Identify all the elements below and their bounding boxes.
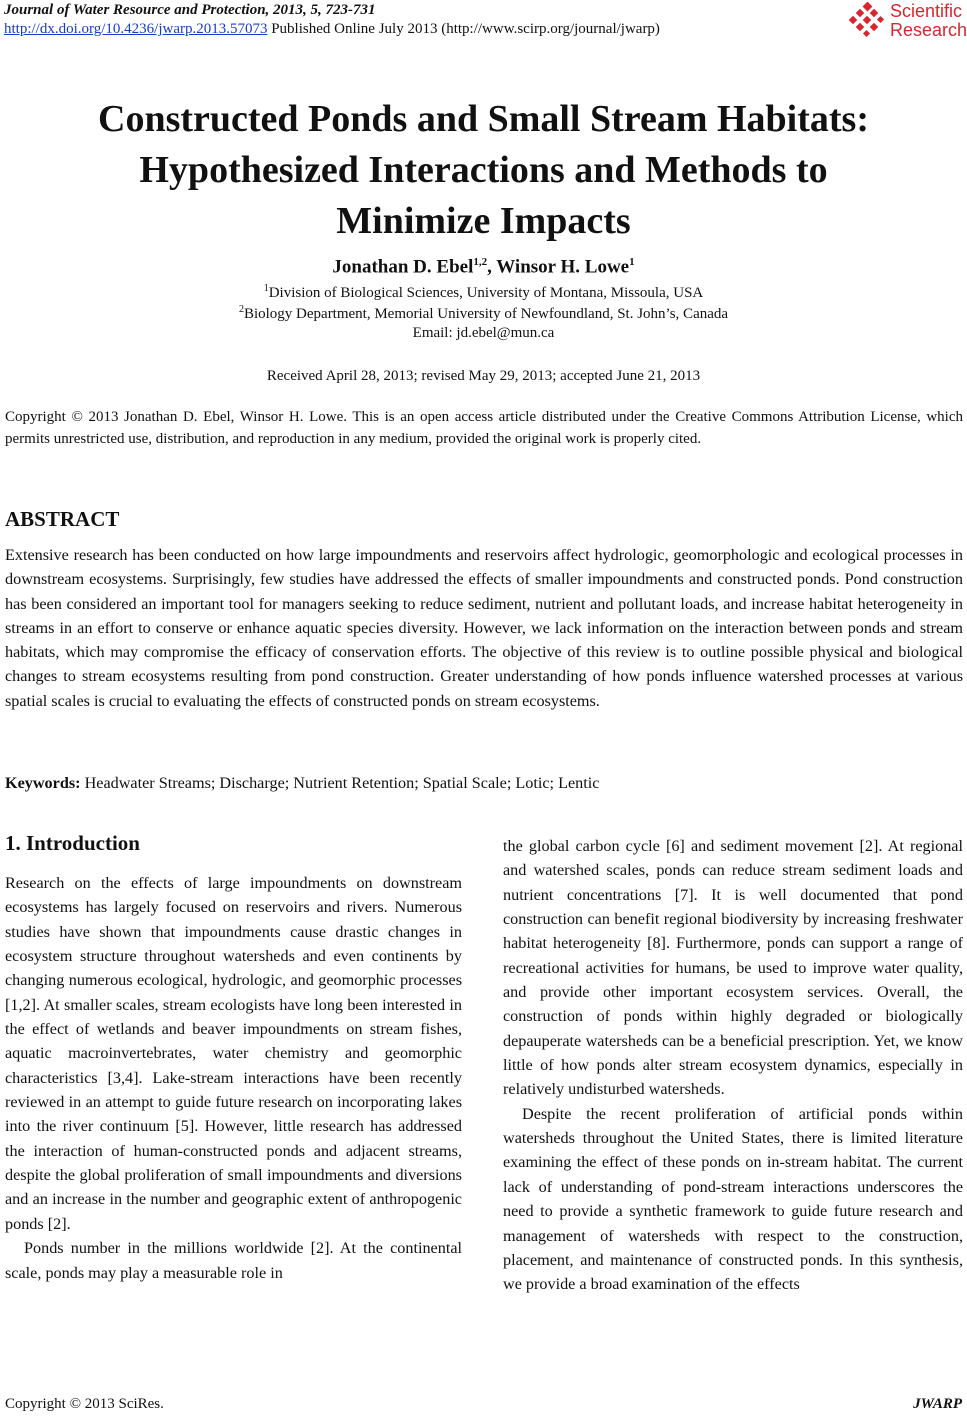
received-dates: Received April 28, 2013; revised May 29, 2013; accepted June 21, 2013 xyxy=(266,368,701,384)
doi-line xyxy=(4,21,660,38)
author-name: Winsor H. Lowe xyxy=(496,256,630,278)
affiliation xyxy=(0,304,967,323)
paragraph: Research on the effects of large impoundments on downstream ecosystems has largely focused on reservoirs and rivers. Numerous studies have shown that impoundments cause drastic changes in ecosystem structure throughout watersheds and even continents by changing numerous ecological, hydrologic, and geomorphic processes [1,2]. At smaller scales, stream ecologists have long been interested in the effect of wetlands and beaver impoundments on stream fishes, aquatic macroinvertebrates, water chemistry and geomorphic characteristics [3,4]. Lake-stream interactions have been recently reviewed in an attempt to guide future research on incorporating lakes into the river continuum [5]. However, little research has addressed the interaction of human-constructed ponds and adjacent streams, despite the global proliferation of small impoundments and diversions and an increase in the number and geographic extent of anthropogenic ponds [2]. xyxy=(5,874,462,1233)
author-email: Email: jd.ebel@mun.ca xyxy=(412,325,555,341)
author-name: Jonathan D. Ebel xyxy=(332,256,474,278)
footer-journal: JWARP xyxy=(913,1396,962,1412)
paragraph: Ponds number in the millions worldwide [2]. At the continental scale, ponds may play a measurable role in xyxy=(5,1239,462,1282)
section-heading: 1. Introduction xyxy=(5,831,140,855)
keywords-label: Keywords: xyxy=(5,774,81,792)
title-line: Minimize Impacts xyxy=(336,200,631,242)
affiliation-text: Biology Department, Memorial University of Newfoundland, St. John’s, Canada xyxy=(243,306,729,322)
keywords-list: Headwater Streams; Discharge; Nutrient Retention; Spatial Scale; Lotic; Lentic xyxy=(80,774,600,792)
abstract-text: Extensive research has been conducted on how large impoundments and reservoirs affect hydrologic, geomorphologic and ecological processes in downstream ecosystems. Surprisingly, few studies have addressed the effects of smaller impoundments and constructed ponds. Pond construction has been considered an important tool for managers seeking to reduce sediment, nutrient and pollutant loads, and increase habitat heterogeneity in streams in an effort to conserve or enhance aquatic species diversity. However, we lack information on the interaction between ponds and stream habitats, which may compromise the efficacy of conservation efforts. The objective of this review is to outline possible physical and biological changes to stream ecosystems resulting from pond construction. Greater understanding of how ponds influence watershed processes at various spatial scales is crucial to evaluating the effects of constructed ponds on stream ecosystems. xyxy=(5,546,963,710)
author-separator: , xyxy=(487,256,497,278)
keywords xyxy=(5,774,963,793)
journal-info: Journal of Water Resource and Protection, 2013, 5, 723-731 xyxy=(4,2,376,18)
published-text: Published Online July 2013 (http://www.scirp.org/journal/jwarp) xyxy=(267,21,660,37)
logo-mark-icon xyxy=(847,2,887,42)
author-list xyxy=(0,256,967,278)
title-line: Hypothesized Interactions and Methods to xyxy=(139,149,828,191)
author-affil-sup: 1 xyxy=(629,256,635,268)
author-affil-sup: 1,2 xyxy=(473,256,488,268)
affiliation-sup: 1 xyxy=(263,283,269,294)
logo-line1: Scientific xyxy=(890,1,963,21)
affiliation xyxy=(0,283,967,302)
left-column xyxy=(5,871,462,1285)
doi-link[interactable]: http://dx.doi.org/10.4236/jwarp.2013.57073 xyxy=(4,21,268,37)
footer-copyright: Copyright © 2013 SciRes. xyxy=(5,1396,164,1412)
title-line: Constructed Ponds and Small Stream Habitats: xyxy=(98,98,869,140)
paper-title xyxy=(40,94,927,247)
affiliation-sup: 2 xyxy=(238,304,244,315)
logo-line2: Research xyxy=(890,20,967,40)
scientific-research-logo xyxy=(847,2,967,42)
copyright-notice: Copyright © 2013 Jonathan D. Ebel, Winsor H. Lowe. This is an open access article distributed under the Creative Commons Attribution License, which permits unrestricted use, distribution, and reproduction in any medium, provided the original work is properly cited. xyxy=(5,409,963,447)
affiliation-text: Division of Biological Sciences, University of Montana, Missoula, USA xyxy=(268,285,704,301)
logo-text xyxy=(890,2,967,40)
abstract-heading: ABSTRACT xyxy=(5,507,120,531)
paragraph: Despite the recent proliferation of artificial ponds within watersheds throughout the United States, there is limited literature examining the effect of these ponds on in-stream habitat. The current lack of understanding of pond-stream interactions underscores the need to provide a synthetic framework to guide future research and management of watersheds with respect to the construction, placement, and maintenance of constructed ponds. In this synthesis, we provide a broad examination of the effects xyxy=(503,1104,963,1294)
right-column xyxy=(503,834,963,1297)
paragraph: the global carbon cycle [6] and sediment movement [2]. At regional and watershed scales, ponds can reduce stream sediment loads and nutrient concentrations [7]. It is well documented that pond construction can benefit regional biodiversity by increasing freshwater habitat heterogeneity [8]. Furthermore, ponds can support a range of recreational activities for humans, be used to improve water quality, and provide other important ecosystem services. Overall, the construction of ponds within highly degraded or biologically depauperate watersheds can be a beneficial prescription. Yet, we know little of how ponds alter stream ecosystem dynamics, especially in relatively undisturbed watersheds. xyxy=(503,837,963,1099)
